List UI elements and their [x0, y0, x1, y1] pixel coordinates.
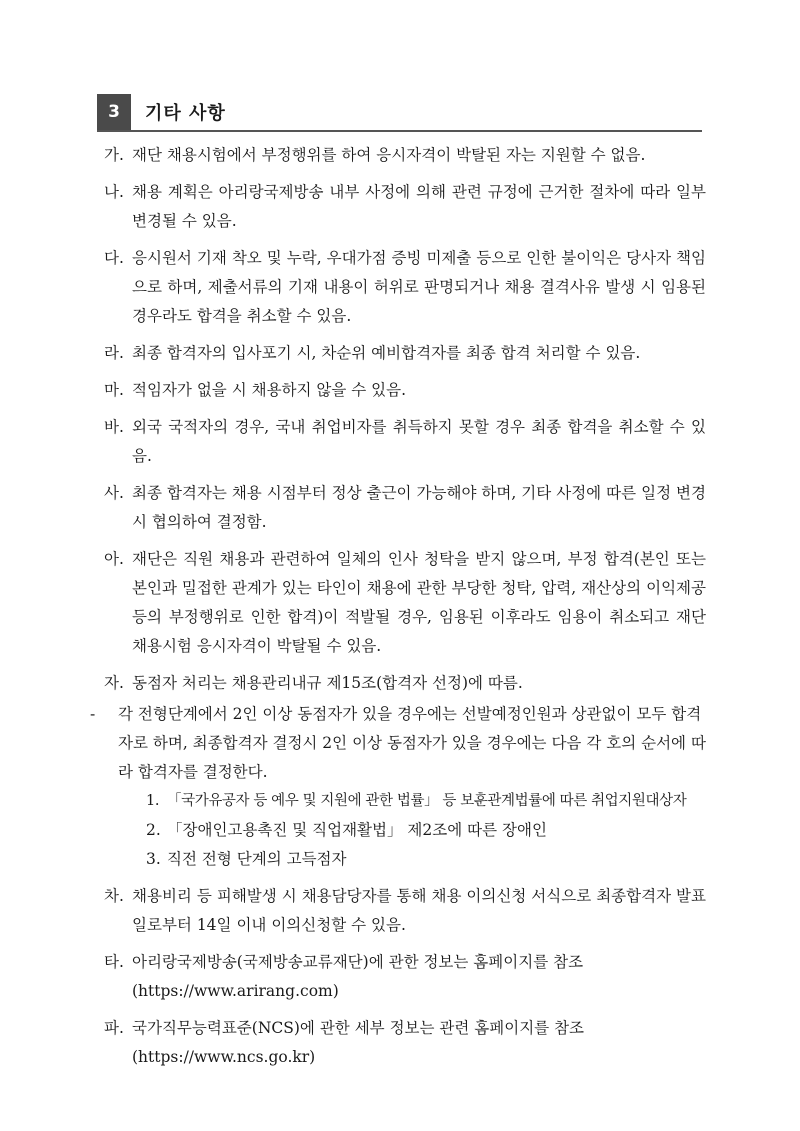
list-item [104, 948, 706, 1006]
priority-row [146, 816, 706, 845]
priority-list [104, 787, 706, 874]
list-item [104, 244, 706, 331]
list-item [104, 141, 706, 170]
list-item [104, 479, 706, 537]
item-marker: 사. [104, 484, 124, 502]
list-item [104, 339, 706, 368]
item-marker: 나. [104, 183, 124, 201]
item-marker: 가. [104, 146, 124, 164]
priority-row [146, 845, 706, 874]
homepage-url: (https://www.ncs.go.kr) [132, 1048, 316, 1066]
list-item [104, 1014, 706, 1072]
item-text: 최종 합격자는 채용 시점부터 정상 출근이 가능해야 하며, 기타 사정에 따른 일정 변경 시 협의하여 결정함. [132, 484, 706, 531]
item-text: 채용 계획은 아리랑국제방송 내부 사정에 의해 관련 규정에 근거한 절차에 따라 일부 변경될 수 있음. [132, 183, 706, 230]
list-item [104, 413, 706, 471]
item-text: 동점자 처리는 채용관리내규 제15조(합격자 선정)에 따름. [132, 674, 523, 692]
item-marker: 타. [104, 953, 124, 971]
item-text: 적임자가 없을 시 채용하지 않을 수 있음. [132, 381, 407, 399]
item-marker: 다. [104, 249, 124, 267]
item-text: 재단 채용시험에서 부정행위를 하여 응시자격이 박탈된 자는 지원할 수 없음. [132, 146, 646, 164]
priority-row [146, 787, 706, 816]
item-marker: 바. [104, 418, 124, 436]
sub-text: 각 전형단계에서 2인 이상 동점자가 있을 경우에는 선발예정인원과 상관없이 모두 합격자로 하며, 최종합격자 결정시 2인 이상 동점자가 있을 경우에는 다음 각 호의 순서에 따라 합격자를 결정한다. [118, 705, 706, 781]
item-marker: 아. [104, 550, 124, 568]
item-text: 재단은 직원 채용과 관련하여 일체의 인사 청탁을 받지 않으며, 부정 합격(본인 또는 본인과 밀접한 관계가 있는 타인이 채용에 관한 부당한 청탁, 압력, 재산상의 이익제공 등의 부정행위로 인한 합격)이 적발될 경우, 임용된 이후라도 임용이 취소되고 재단 채용시험 응시자격이 박탈될 수 있음. [132, 550, 706, 655]
item-text: 채용비리 등 피해발생 시 채용담당자를 통해 채용 이의신청 서식으로 최종합격자 발표일로부터 14일 이내 이의신청할 수 있음. [132, 887, 706, 934]
list-item [104, 545, 706, 661]
list-item [104, 882, 706, 940]
priority-text: 「장애인고용촉진 및 직업재활법」 제2조에 따른 장애인 [167, 821, 547, 839]
sub-item [76, 700, 706, 787]
section-number: 3 [97, 94, 131, 130]
item-marker: 자. [104, 674, 124, 692]
list-item-tie-rule [104, 669, 706, 698]
priority-num: 3. [146, 850, 161, 868]
sub-dash: - [90, 705, 96, 723]
homepage-url: (https://www.arirang.com) [132, 982, 339, 1000]
priority-num: 2. [146, 821, 161, 839]
item-marker: 파. [104, 1019, 124, 1037]
section-title: 기타 사항 [145, 103, 226, 124]
item-text: 응시원서 기재 착오 및 누락, 우대가점 증빙 미제출 등으로 인한 불이익은 당사자 책임으로 하며, 제출서류의 기재 내용이 허위로 판명되거나 채용 결격사유 발생 시 임용된 경우라도 합격을 취소할 수 있음. [132, 249, 706, 325]
item-text: 외국 국적자의 경우, 국내 취업비자를 취득하지 못할 경우 최종 합격을 취소할 수 있음. [132, 418, 706, 465]
item-marker: 차. [104, 887, 124, 905]
priority-num: 1. [146, 793, 160, 809]
priority-text: 직전 전형 단계의 고득점자 [167, 850, 347, 868]
item-text: 국가직무능력표준(NCS)에 관한 세부 정보는 관련 홈페이지를 참조 [132, 1019, 585, 1037]
item-marker: 라. [104, 344, 124, 362]
priority-text: 「국가유공자 등 예우 및 지원에 관한 법률」 등 보훈관계법률에 따른 취업지원대상자 [167, 793, 687, 809]
item-text: 아리랑국제방송(국제방송교류재단)에 관한 정보는 홈페이지를 참조 [132, 953, 584, 971]
list-item [104, 178, 706, 236]
item-marker: 마. [104, 381, 124, 399]
section-header [97, 94, 702, 132]
notice-list [90, 141, 706, 1080]
item-text: 최종 합격자의 입사포기 시, 차순위 예비합격자를 최종 합격 처리할 수 있음. [132, 344, 641, 362]
list-item [104, 376, 706, 405]
